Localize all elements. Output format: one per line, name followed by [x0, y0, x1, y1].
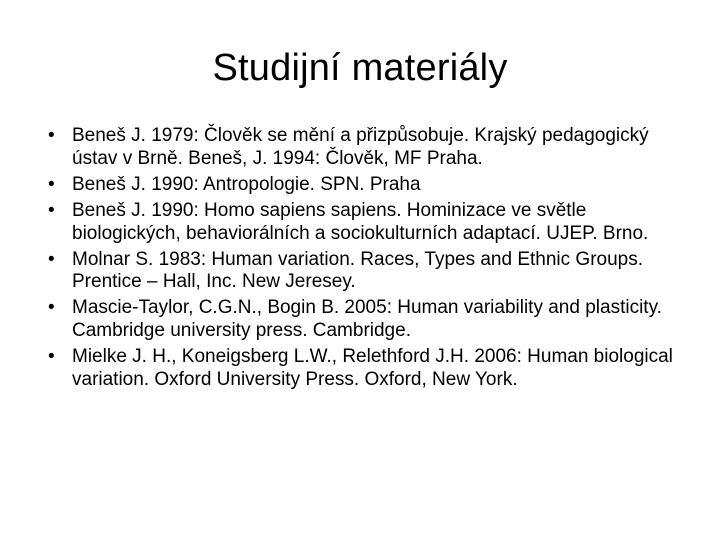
slide-title: Studijní materiály [212, 47, 508, 89]
reference-text: Beneš J. 1990: Antropologie. SPN. Praha [72, 173, 421, 195]
bullet-icon: • [48, 346, 55, 368]
list-item [48, 125, 688, 171]
bullet-icon: • [48, 173, 55, 195]
list-item [48, 174, 688, 197]
reference-text: Molnar S. 1983: Human variation. Races, Types and Ethnic Groups. Prentice – Hall, Inc. New Jeresey. [72, 248, 644, 293]
list-item [48, 200, 688, 246]
bullet-icon: • [48, 248, 55, 270]
bullet-icon: • [48, 297, 55, 319]
bullet-icon: • [48, 199, 55, 221]
reference-text: Beneš J. 1990: Homo sapiens sapiens. Hominizace ve světle biologických, behaviorálních a sociokulturních adaptací. UJEP. Brno. [72, 199, 649, 244]
list-item [48, 346, 688, 392]
reference-text: Mielke J. H., Koneigsberg L.W., Relethford J.H. 2006: Human biological variation. Oxford University Press. Oxford, New York. [72, 346, 673, 390]
reference-text: Mascie-Taylor, C.G.N., Bogin B. 2005: Human variability and plasticity. Cambridge university press. Cambridge. [72, 297, 662, 342]
reference-text: Beneš J. 1979: Člověk se mění a přizpůsobuje. Krajský pedagogický ústav v Brně. Beneš, J. 1994: Člověk, MF Praha. [72, 125, 649, 169]
reference-list [48, 125, 688, 395]
bullet-icon: • [48, 125, 55, 146]
list-item [48, 297, 688, 343]
list-item [48, 249, 688, 295]
